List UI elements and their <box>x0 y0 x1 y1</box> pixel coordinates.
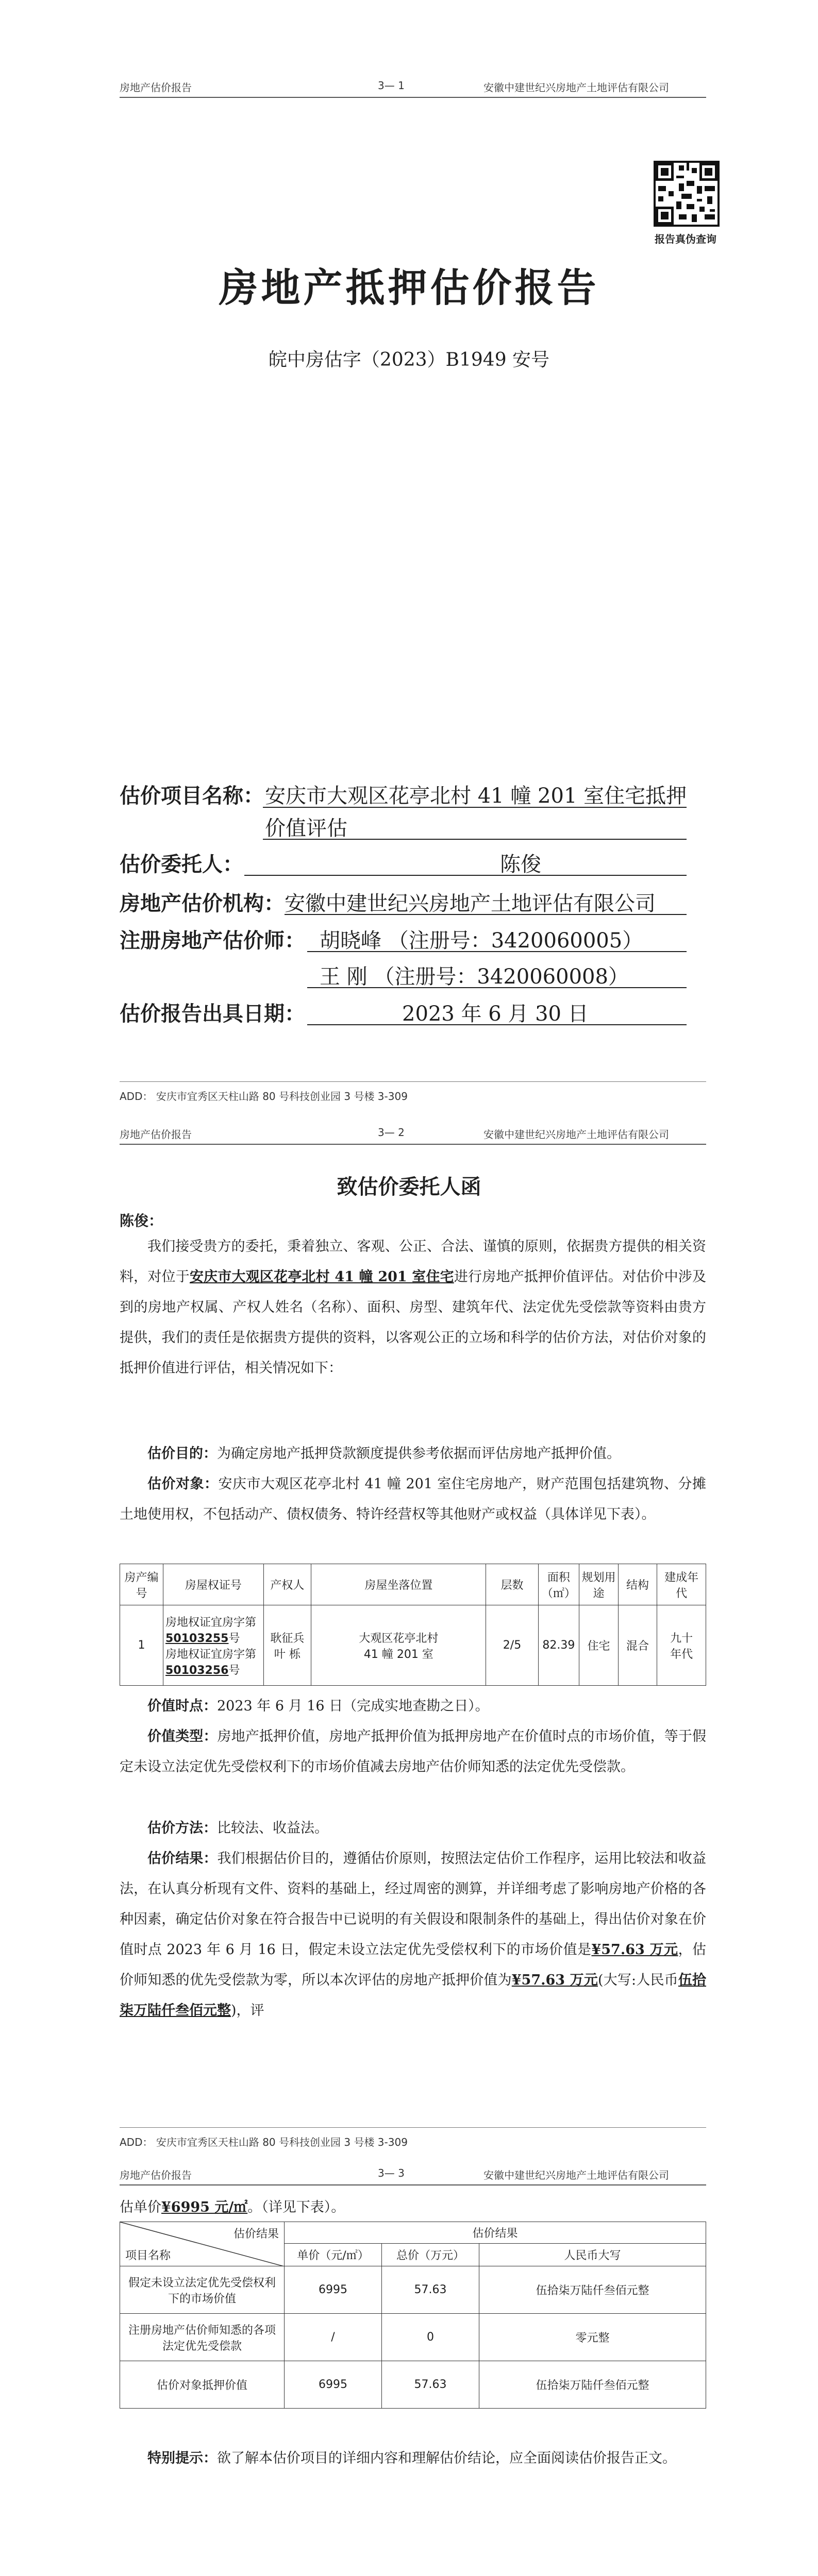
project-name-label: 估价项目名称： <box>120 784 264 808</box>
footer-rule <box>120 2127 706 2128</box>
agency-value: 安徽中建世纪兴房地产土地评估有限公司 <box>285 892 656 916</box>
valuation-method: 估价方法：比较法、收益法。 <box>147 1820 328 1836</box>
result-group-header: 估价结果 <box>285 2222 706 2244</box>
page-header-right: 安徽中建世纪兴房地产土地评估有限公司 <box>483 1128 669 1141</box>
table-header: 产权人 <box>263 1564 311 1605</box>
page-number: 3— 3 <box>378 2167 405 2179</box>
table-header-row <box>120 1564 706 1605</box>
page-footer: ADD： 安庆市宜秀区天柱山路 80 号科技创业园 3 号楼 3-309 <box>120 2136 408 2148</box>
header-rule <box>120 97 706 98</box>
qr-code-icon <box>656 163 717 225</box>
project-name-value-2: 价值评估 <box>265 817 347 840</box>
value-date: 价值时点：2023 年 6 月 16 日（完成实地查勘之日）。 <box>147 1698 489 1714</box>
row-caps: 伍拾柒万陆仟叁佰元整 <box>479 2266 706 2314</box>
page-header-left: 房地产估价报告 <box>120 2169 192 2181</box>
issue-date-value: 2023 年 6 月 30 日 <box>402 1002 589 1026</box>
row-total: 57.63 <box>382 2266 479 2314</box>
header-rule <box>120 1144 706 1145</box>
value-in-words: 伍拾柒万陆仟叁佰元整 <box>120 1972 707 2019</box>
cell-structure: 混合 <box>618 1605 657 1686</box>
valuation-object: 估价对象：安庆市大观区花亭北村 41 幢 201 室住宅房地产，财产范围包括建筑物、分摊土地使用权，不包括动产、债权债务、特许经营权等其他财产或权益（具体详见下表）。 <box>120 1476 707 1522</box>
page-header-right: 安徽中建世纪兴房地产土地评估有限公司 <box>483 81 669 94</box>
col-unit-price: 单价（元/㎡） <box>285 2244 382 2266</box>
table-header: 房产编号 <box>120 1564 163 1605</box>
table-header: 房屋坐落位置 <box>311 1564 486 1605</box>
cell-owners: 耿征兵 叶 栎 <box>263 1605 311 1686</box>
cell-year: 九十 年代 <box>657 1605 706 1686</box>
cell-area: 82.39 <box>538 1605 579 1686</box>
page-header-left: 房地产估价报告 <box>120 81 192 94</box>
table-header: 结构 <box>618 1564 657 1605</box>
issue-date-underline <box>307 1024 687 1025</box>
page-number: 3— 2 <box>378 1126 405 1139</box>
issue-date-label: 估价报告出具日期： <box>120 1002 305 1026</box>
cell-use: 住宅 <box>579 1605 619 1686</box>
document-number: 皖中房估字（2023）B1949 安号 <box>268 349 550 370</box>
agency-underline <box>285 914 687 915</box>
letter-intro: 我们接受贵方的委托，秉着独立、客观、公正、合法、谨慎的原则，依据贵方提供的相关资料，对位于安庆市大观区花亭北村 41 幢 201 室住宅进行房地产抵押价值评估。对估价中涉及到的房地产权属、产权人姓名（名称）、面积、房型、建筑年代、法定优先受偿款等资料由贵方提供，我们的责任是依据贵方提供的资料，以客观公正的立场和科学的估价方法，对估价对象的抵押价值进行评估，相关情况如下： <box>120 1239 706 1376</box>
col-total: 总价（万元） <box>382 2244 479 2266</box>
row-total: 0 <box>382 2314 479 2361</box>
table-header: 房屋权证号 <box>163 1564 264 1605</box>
page-header-right: 安徽中建世纪兴房地产土地评估有限公司 <box>483 2169 669 2181</box>
table-header: 面积（㎡） <box>538 1564 579 1605</box>
row-caps: 零元整 <box>479 2314 706 2361</box>
special-note: 特别提示：欲了解本估价项目的详细内容和理解估价结论，应全面阅读估价报告正文。 <box>147 2450 676 2466</box>
corner-label-bottom: 项目名称 <box>125 2249 171 2262</box>
footer-rule <box>120 1081 706 1082</box>
table-header: 层数 <box>486 1564 538 1605</box>
row-name: 估价对象抵押价值 <box>120 2361 285 2409</box>
market-value: ¥57.63 万元 <box>591 1942 678 1958</box>
unit-price: ¥6995 元/㎡ <box>161 2199 248 2215</box>
value-type: 价值类型：房地产抵押价值，房地产抵押价值为抵押房地产在价值时点的市场价值，等于假定未设立法定优先受偿权利下的市场价值减去房地产估价师知悉的法定优先受偿款。 <box>120 1728 707 1775</box>
row-caps: 伍拾柒万陆仟叁佰元整 <box>479 2361 706 2409</box>
qr-code[interactable] <box>654 161 720 227</box>
page-number: 3— 1 <box>378 79 405 92</box>
appraiser-2: 王 刚 （注册号：3420060008） <box>320 965 629 989</box>
cell-certificates: 房地权证宜房字第50103255号 房地权证宜房字第50103256号 <box>163 1605 264 1686</box>
letter-title: 致估价委托人函 <box>337 1175 481 1199</box>
letter-salutation: 陈俊： <box>120 1212 163 1229</box>
col-caps: 人民币大写 <box>479 2244 706 2266</box>
project-underline-1 <box>263 807 687 808</box>
property-table <box>120 1564 706 1686</box>
row-name: 注册房地产估价师知悉的各项 法定优先受偿款 <box>120 2314 285 2361</box>
project-underline-2 <box>263 839 687 840</box>
page-header-left: 房地产估价报告 <box>120 1128 192 1141</box>
row-unit: 6995 <box>285 2266 382 2314</box>
corner-label-top: 估价结果 <box>233 2228 279 2241</box>
appraiser-underline-2 <box>307 987 687 988</box>
row-unit: 6995 <box>285 2361 382 2409</box>
table-header: 规划用途 <box>579 1564 619 1605</box>
project-name-value-1: 安庆市大观区花亭北村 41 幢 201 室住宅抵押 <box>265 784 687 808</box>
appraiser-underline-1 <box>307 951 687 952</box>
client-label: 估价委托人： <box>120 852 243 876</box>
valuation-purpose: 估价目的：为确定房地产抵押贷款额度提供参考依据而评估房地产抵押价值。 <box>147 1446 621 1462</box>
agency-label: 房地产估价机构： <box>120 891 285 916</box>
row-name: 假定未设立法定优先受偿权利 下的市场价值 <box>120 2266 285 2314</box>
table-row <box>120 2361 706 2409</box>
appraiser-label: 注册房地产估价师： <box>120 928 305 953</box>
valuation-result: 估价结果：我们根据估价目的，遵循估价原则，按照法定估价工作程序，运用比较法和收益法，在认真分析现有文件、资料的基础上，经过周密的测算，并详细考虑了影响房地产价格的各种因素，确定估价对象在符合报告中已说明的有关假设和限制条件的基础上，得出估价对象在价值时点 2023 年 6 月 16 日，假定未设立法定优先受偿权利下的市场价值是¥57.63 万元，估价师知悉的优先受偿款为零，所以本次评估的房地产抵押价值为¥57.63 万元(大写:人民币伍拾柒万陆仟叁佰元整)，评 <box>120 1851 707 2019</box>
table-row <box>120 2314 706 2361</box>
result-table-corner <box>120 2222 285 2266</box>
qr-caption: 报告真伪查询 <box>655 233 716 245</box>
unit-price-line: 估单价¥6995 元/㎡。（详见下表）。 <box>120 2199 345 2215</box>
page-footer: ADD： 安庆市宜秀区天柱山路 80 号科技创业园 3 号楼 3-309 <box>120 1090 408 1103</box>
client-value: 陈俊 <box>500 853 541 876</box>
row-total: 57.63 <box>382 2361 479 2409</box>
property-address: 安庆市大观区花亭北村 41 幢 201 室住宅 <box>189 1269 454 1285</box>
table-header: 建成年代 <box>657 1564 706 1605</box>
report-title: 房地产抵押估价报告 <box>219 265 599 311</box>
mortgage-value: ¥57.63 万元 <box>511 1972 598 1988</box>
cell-floors: 2/5 <box>486 1605 538 1686</box>
appraiser-1: 胡晓峰 （注册号：3420060005） <box>320 929 643 953</box>
header-rule <box>120 2184 706 2185</box>
row-unit: / <box>285 2314 382 2361</box>
cell-location: 大观区花亭北村 41 幢 201 室 <box>311 1605 486 1686</box>
table-row <box>120 2266 706 2314</box>
cell-property-no: 1 <box>120 1605 163 1686</box>
table-row <box>120 1605 706 1686</box>
client-underline <box>244 875 687 876</box>
result-table <box>120 2222 706 2409</box>
